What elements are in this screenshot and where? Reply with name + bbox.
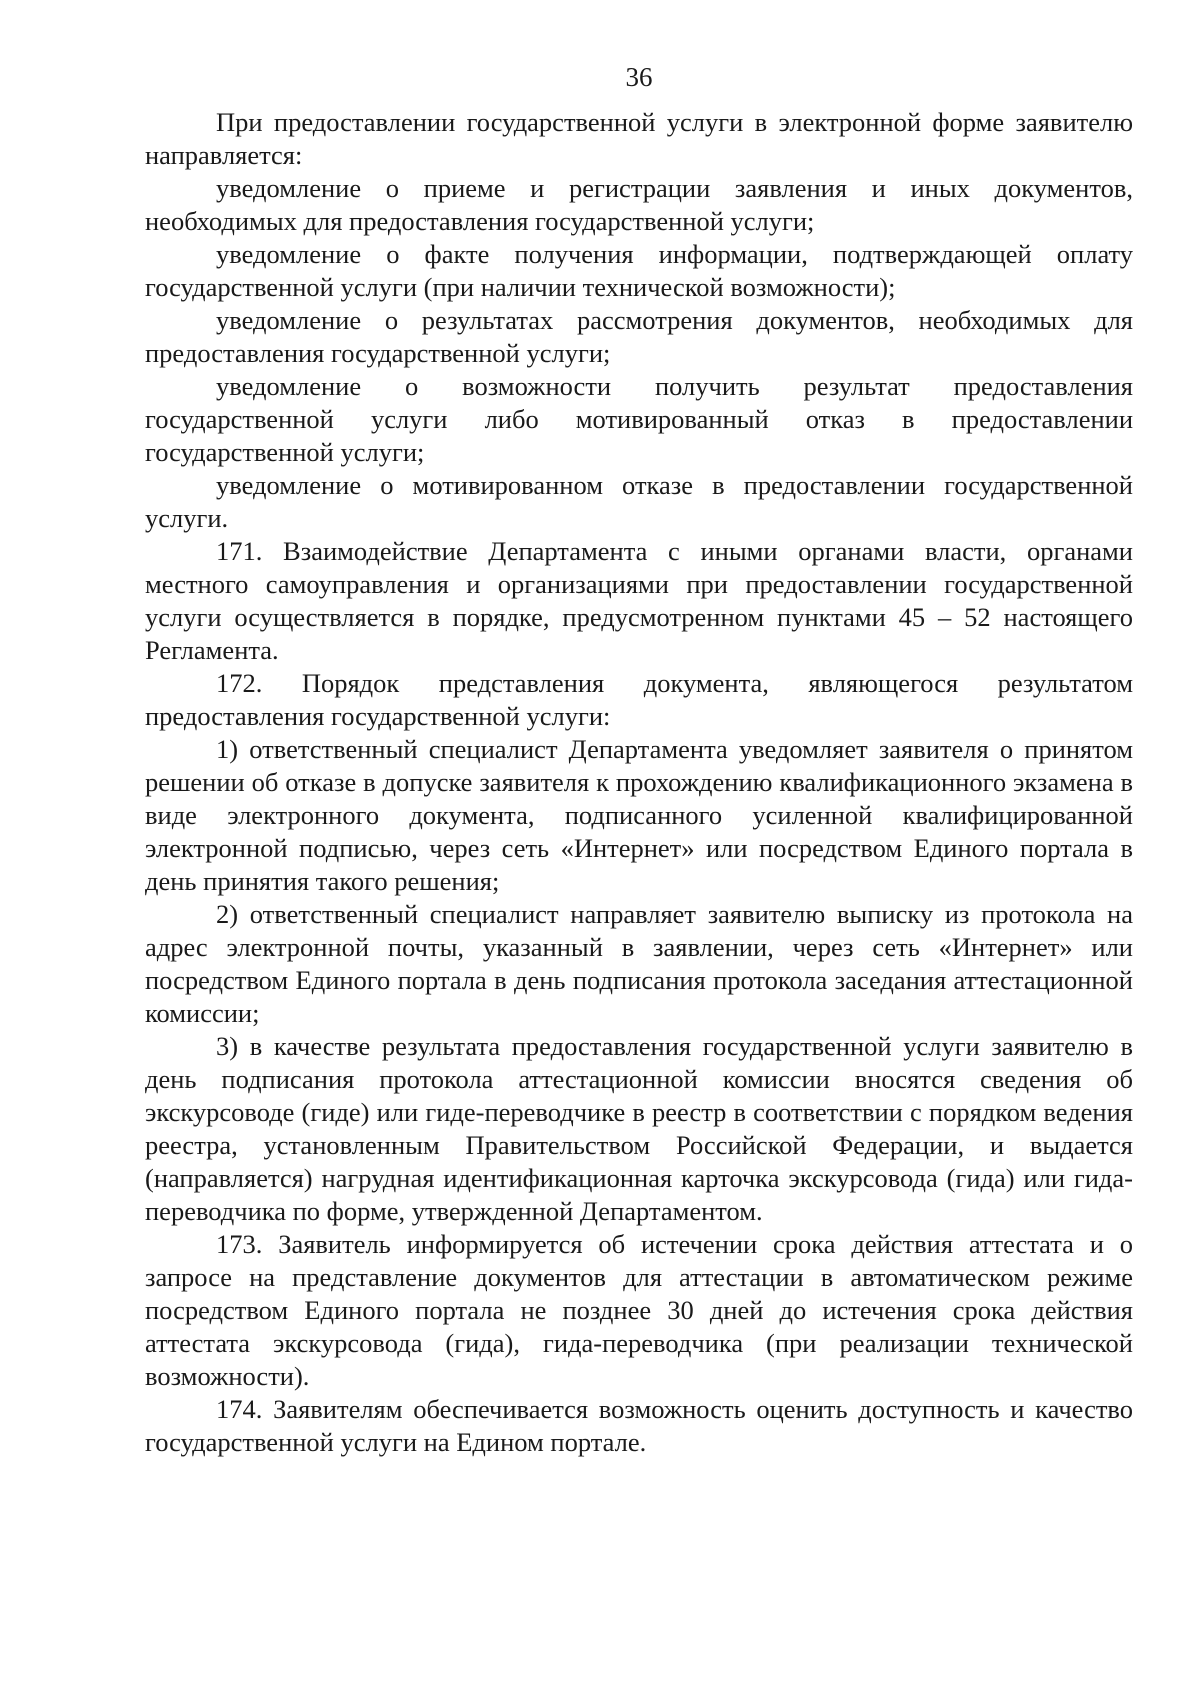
paragraph-notice-result: уведомление о возможности получить результат предоставления государственной услуги либо мотивированный отказ в предоставлении государственной услуги; [145, 371, 1133, 467]
paragraph-172: 172. Порядок представления документа, являющегося результатом предоставления государственной услуги: [145, 668, 1133, 731]
paragraph-172-item-1: 1) ответственный специалист Департамента уведомляет заявителя о принятом решении об отказе в допуске заявителя к прохождению квалификационного экзамена в виде электронного документа, подписанного усиленной квалифицированной электронной подписью, через сеть «Интернет» или посредством Единого портала в день принятия такого решения; [145, 734, 1133, 896]
paragraph-173: 173. Заявитель информируется об истечении срока действия аттестата и о запросе на представление документов для аттестации в автоматическом режиме посредством Единого портала не позднее 30 дней до истечения срока действия аттестата экскурсовода (гида), гида-переводчика (при реализации технической возможности). [145, 1229, 1133, 1391]
paragraph-171: 171. Взаимодействие Департамента с иными органами власти, органами местного самоуправления и организациями при предоставлении государственной услуги осуществляется в порядке, предусмотренном пунктами 45 – 52 настоящего Регламента. [145, 536, 1133, 665]
document-page [145, 62, 1133, 1459]
paragraph-notice-receipt: уведомление о приеме и регистрации заявления и иных документов, необходимых для предоставления государственной услуги; [145, 173, 1133, 236]
paragraph-172-item-2: 2) ответственный специалист направляет заявителю выписку из протокола на адрес электронной почты, указанный в заявлении, через сеть «Интернет» или посредством Единого портала в день подписания протокола заседания аттестационной комиссии; [145, 899, 1133, 1028]
paragraph-174: 174. Заявителям обеспечивается возможность оценить доступность и качество государственной услуги на Едином портале. [145, 1394, 1133, 1457]
paragraph-intro: При предоставлении государственной услуги в электронной форме заявителю направляется: [145, 107, 1133, 170]
paragraph-172-item-3: 3) в качестве результата предоставления государственной услуги заявителю в день подписания протокола аттестационной комиссии вносятся сведения об экскурсоводе (гиде) или гиде-переводчике в реестр в соответствии с порядком ведения реестра, установленным Правительством Российской Федерации, и выдается (направляется) нагрудная идентификационная карточка экскурсовода (гида) или гида-переводчика по форме, утвержденной Департаментом. [145, 1031, 1133, 1226]
page-number: 36 [625, 62, 653, 92]
paragraph-notice-review: уведомление о результатах рассмотрения документов, необходимых для предоставления государственной услуги; [145, 305, 1133, 368]
paragraph-notice-payment: уведомление о факте получения информации, подтверждающей оплату государственной услуги (при наличии технической возможности); [145, 239, 1133, 302]
paragraph-notice-refusal: уведомление о мотивированном отказе в предоставлении государственной услуги. [145, 470, 1133, 533]
